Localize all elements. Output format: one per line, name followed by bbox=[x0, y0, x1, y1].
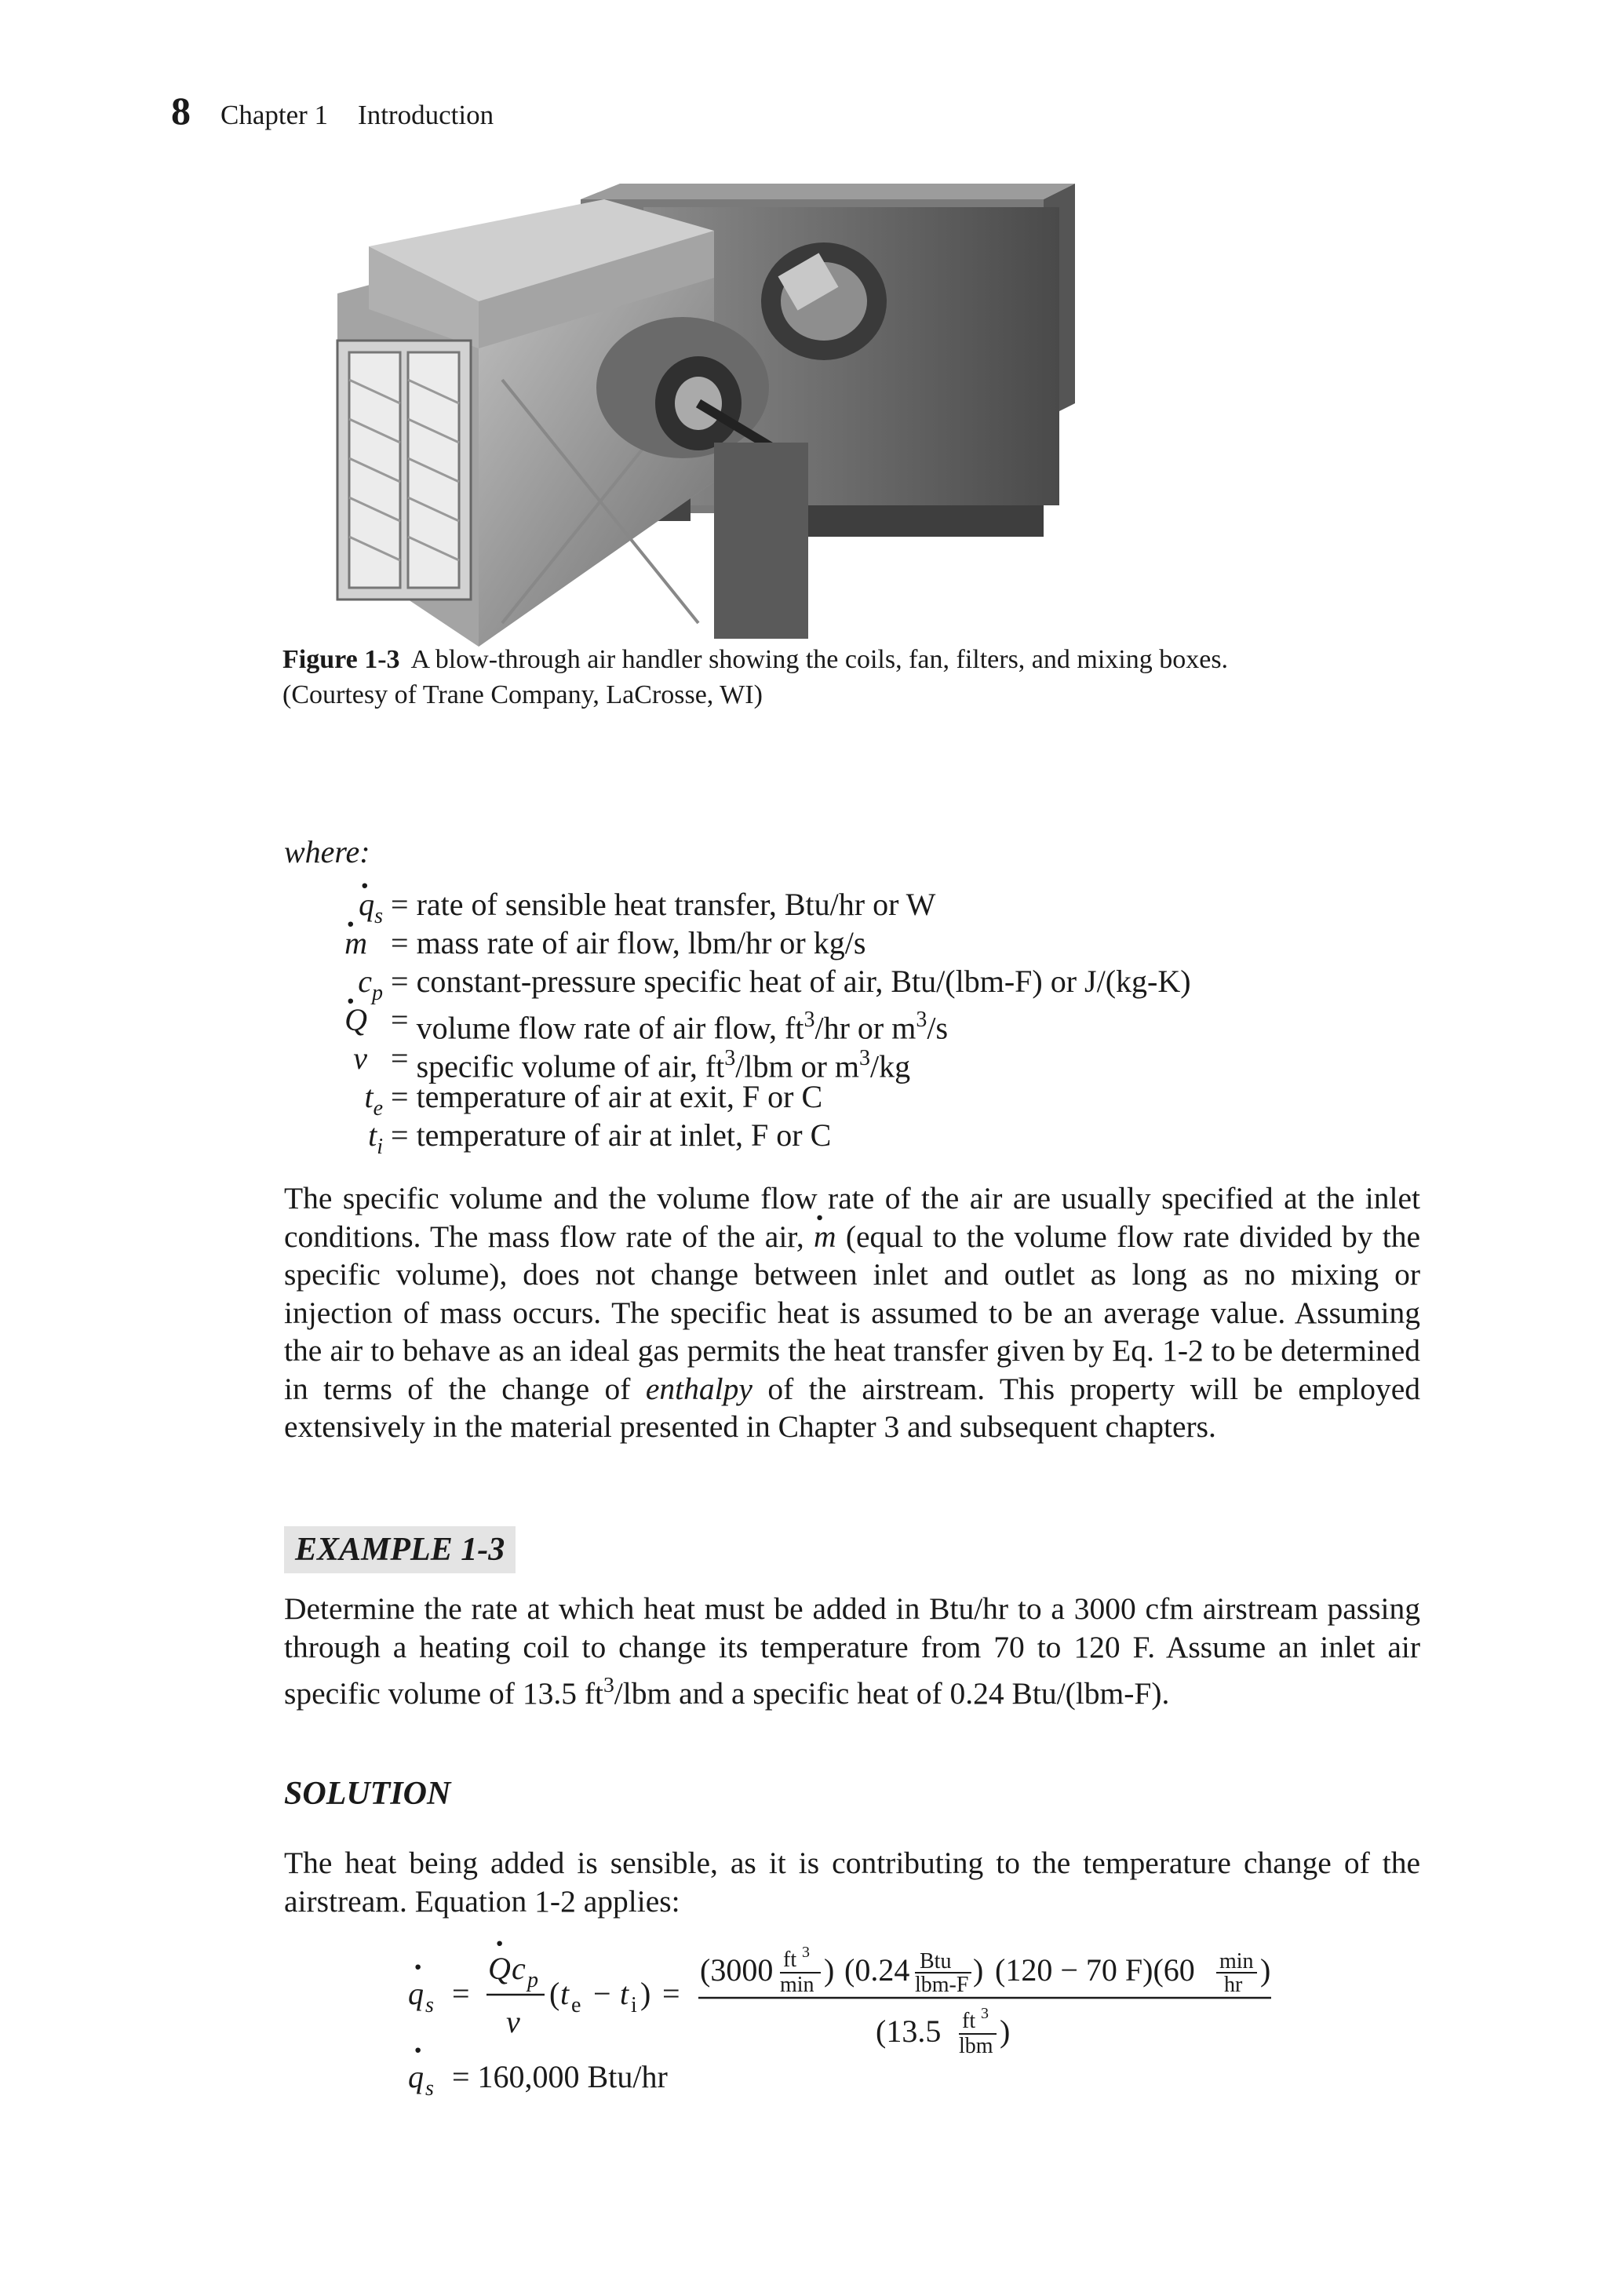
svg-text:lbm: lbm bbox=[959, 2034, 993, 2058]
svg-text:t: t bbox=[560, 1976, 570, 2011]
emphasis-enthalpy: enthalpy bbox=[645, 1371, 752, 1406]
definition-text: volume flow rate of air flow, $ft^3/hr$ or $m^3/s$ bbox=[416, 1008, 949, 1046]
definition-row: $q \cdot_s$ = rate of sensible heat transfer, Btu/hr or W bbox=[330, 885, 1191, 924]
svg-text:lbm-F: lbm-F bbox=[915, 1973, 969, 1997]
symbol-q: Q · bbox=[330, 1000, 383, 1039]
figure-caption-text: A blow-through air handler showing the coils, fan, filters, and mixing boxes. bbox=[410, 645, 1229, 674]
svg-text:p: p bbox=[527, 1968, 538, 1992]
svg-text:ft: ft bbox=[962, 2009, 976, 2033]
definition-row: $t_e$ = temperature of air at exit, F or C bbox=[330, 1077, 1191, 1116]
body-paragraph: The specific volume and the volume flow rate of the air are usually specified at the inlet conditions. The mass flow rate of the air, m · (equal to the volume flow rate divided by the specific volume), does not change between inlet and outlet as long as no mixing or injection of mass occurs. The specific heat is assumed to be an average value. Assuming the air to behave as an ideal gas permits the heat transfer given by Eq. 1-2 to be determined in terms of the change of enthalpy of the airstream. This property will be employed extensively in the material presented in Chapter 3 and subsequent chapters. bbox=[284, 1179, 1420, 1446]
page-number: 8 bbox=[171, 89, 191, 133]
equation-svg bbox=[408, 1932, 1310, 2112]
svg-text:(: ( bbox=[549, 1976, 560, 2011]
svg-text:): ) bbox=[640, 1976, 651, 2011]
svg-text:): ) bbox=[1000, 2014, 1011, 2049]
svg-text:−: − bbox=[593, 1976, 611, 2011]
svg-text:q: q bbox=[408, 1976, 424, 2011]
symbol-cp: $c_p$ bbox=[358, 964, 383, 1005]
definition-text: rate of sensible heat transfer, Btu/hr or W bbox=[416, 887, 936, 922]
svg-text:): ) bbox=[973, 1952, 984, 1988]
svg-text:): ) bbox=[1260, 1952, 1271, 1988]
symbol-qs: $q \cdot_s$ bbox=[330, 885, 383, 924]
svg-text:Q: Q bbox=[488, 1951, 511, 1986]
svg-text:ft: ft bbox=[783, 1948, 797, 1972]
eq-024: (0.24 bbox=[844, 1952, 910, 1988]
definition-row: $c_p$ = constant-pressure specific heat of air, Btu/(lbm-F) or J/(kg-K) bbox=[330, 962, 1191, 1000]
eq-135: (13.5 bbox=[876, 2014, 942, 2049]
svg-text:min: min bbox=[1219, 1949, 1254, 1973]
definition-row: v = specific volume of air, $ft^3$/lbm or $m^3/kg$ bbox=[330, 1039, 1191, 1077]
air-handler-figure bbox=[275, 184, 1097, 654]
where-label: where: bbox=[284, 834, 370, 869]
chapter-title: Introduction bbox=[358, 100, 494, 130]
air-handler-illustration bbox=[275, 184, 1097, 654]
solution-text: The heat being added is sensible, as it is contributing to the temperature change of the airstream. Equation 1-2 applies: bbox=[284, 1846, 1420, 1919]
definition-row: Q · = volume flow rate of air flow, $ft^3/hr$ or $m^3/s$ bbox=[330, 1000, 1191, 1039]
figure-label: Figure 1-3 bbox=[282, 645, 400, 674]
definition-row: m · = mass rate of air flow, lbm/hr or kg/s bbox=[330, 924, 1191, 962]
svg-text:s: s bbox=[425, 1993, 434, 2017]
svg-text:Btu: Btu bbox=[920, 1949, 952, 1973]
svg-text:q: q bbox=[408, 2059, 424, 2094]
symbol-te: $t_e$ bbox=[364, 1079, 383, 1121]
definition-row: $t_i$ = temperature of air at inlet, F or C bbox=[330, 1116, 1191, 1154]
figure-caption bbox=[282, 642, 1420, 712]
definition-text: specific volume of air, $ft^3$/lbm or $m^3/kg$ bbox=[416, 1046, 911, 1084]
example-heading: EXAMPLE 1-3 bbox=[284, 1526, 516, 1573]
symbol-ti: $t_i$ bbox=[368, 1117, 383, 1159]
symbol-m: m · bbox=[330, 924, 383, 962]
solution-equation bbox=[408, 1932, 1310, 2112]
svg-text:·: · bbox=[494, 1932, 505, 1961]
definition-text: temperature of air at exit, F or C bbox=[416, 1079, 823, 1114]
example-text: Determine the rate at which heat must be added in Btu/hr to a 3000 cfm airstream passing through a heating coil to change its temperature from 70 to 120 F. Assume an inlet air specific volume of 13.5 $ft^3$/lbm and a specific heat of 0.24 Btu/(lbm-F). bbox=[284, 1591, 1420, 1711]
eq-result: = 160,000 Btu/hr bbox=[452, 2059, 668, 2094]
eq-3000: (3000 bbox=[700, 1952, 774, 1988]
definition-list bbox=[330, 885, 1191, 1159]
svg-text:min: min bbox=[780, 1973, 814, 1997]
svg-text:=: = bbox=[452, 1976, 470, 2011]
solution-heading: SOLUTION bbox=[284, 1776, 451, 1812]
svg-text:v: v bbox=[506, 2004, 520, 2039]
svg-text:·: · bbox=[413, 2032, 424, 2068]
svg-text:e: e bbox=[571, 1993, 581, 2017]
svg-text:s: s bbox=[425, 2076, 434, 2101]
symbol-v: v bbox=[353, 1040, 367, 1076]
definition-text: constant-pressure specific heat of air, Btu/(lbm-F) or J/(kg-K) bbox=[416, 964, 1191, 999]
svg-text:=: = bbox=[662, 1976, 680, 2011]
svg-text:3: 3 bbox=[802, 1944, 810, 1961]
svg-text:i: i bbox=[631, 1993, 637, 2017]
svg-text:hr: hr bbox=[1224, 1973, 1243, 1997]
svg-text:3: 3 bbox=[981, 2005, 989, 2022]
svg-text:c: c bbox=[512, 1951, 526, 1986]
svg-text:t: t bbox=[620, 1976, 629, 2011]
svg-text:): ) bbox=[824, 1952, 835, 1988]
svg-text:·: · bbox=[413, 1949, 424, 1984]
figure-credit: (Courtesy of Trane Company, LaCrosse, WI) bbox=[282, 680, 763, 709]
eq-delta: (120 − 70 F)(60 bbox=[995, 1952, 1195, 1988]
running-header bbox=[171, 88, 494, 135]
chapter-label: Chapter 1 bbox=[220, 100, 329, 130]
definition-text: temperature of air at inlet, F or C bbox=[416, 1117, 832, 1153]
definition-text: mass rate of air flow, lbm/hr or kg/s bbox=[416, 925, 866, 960]
